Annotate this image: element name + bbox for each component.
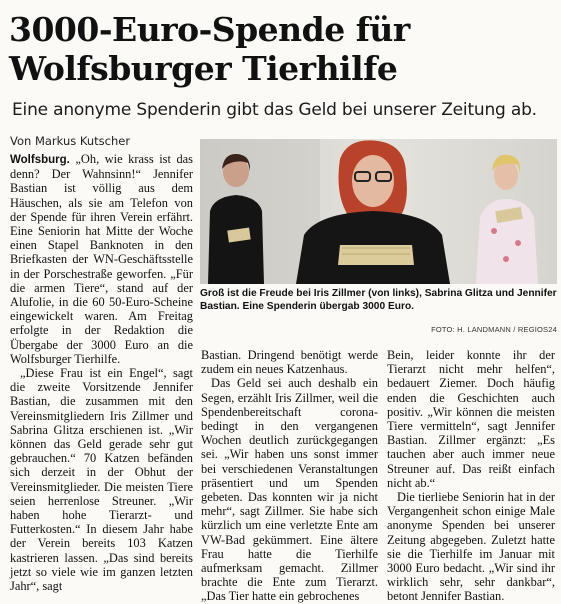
photo-credit: FOTO: H. LANDMANN / REGIOS24 [431,325,557,334]
paragraph: Das Geld sei auch deshalb ein Segen, erzählt Iris Zillmer, weil die Spendenbereitschaft corona-bedingt in den vergangenen Wochen deutlich zurückgegangen sei. „Wir haben uns sonst immer bei verschiedenen Veranstaltungen präsentiert und um Spenden gebeten. Das konnten wir ja nicht mehr“, sagt Zillmer. Sie habe sich kürzlich um eine verletzte Ente am VW-Bad gekümmert. Eine ältere Frau hatte die Tierhilfe aufmerksam gemacht. Zillmer brachte die Ente zum Tierarzt. „Das Tier hatte ein gebrochenes [201,376,378,604]
byline: Von Markus Kutscher [10,134,131,148]
photo-caption: Groß ist die Freude bei Iris Zillmer (von links), Sabrina Glitza und Jennifer Bastian. Eine Spenderin übergab 3000 Euro. [200,288,557,312]
paragraph [10,152,193,366]
article-column-2 [201,348,378,604]
article-photo [200,139,557,284]
paragraph: „Diese Frau ist ein Engel“, sagt die zweite Vorsitzende Jennifer Bastian, die zusammen mit den Vereinsmitgliedern Iris Zillmer und Sabrina Glitza erschienen ist. „Wir können das Geld gerade sehr gut gebrauchen.“ 70 Katzen befänden sich derzeit in der Obhut der Vereinsmitglieder. Die meisten Tiere seien herrenlose Streuner. „Wir haben hohe Tierarzt- und Futterkosten.“ In diesem Jahr habe der Verein bereits 103 Katzen kastrieren lassen. „Das sind bereits jetzt so viele wie im ganzen letzten Jahr“, sagt [10,366,193,594]
article-column-3 [387,348,555,604]
article-headline: 3000-Euro-Spende für Wolfsburger Tierhilfe [9,10,410,88]
paragraph: Bastian. Dringend benötigt werde zudem ein neues Katzenhaus. [201,348,378,377]
dateline: Wolfsburg. [10,154,70,166]
photo-illustration [200,139,557,284]
article-column-1 [10,152,193,593]
paragraph: Die tierliebe Seniorin hat in der Vergangenheit schon einige Male anonyme Spenden bei unserer Zeitung abgegeben. Zuletzt hatte sie die Tierhilfe im Januar mit 3000 Euro bedacht. „Wir sind ihr wirklich sehr, sehr dankbar“, betont Jennifer Bastian. [387,490,555,604]
paragraph: Bein, leider konnte ihr der Tierarzt nicht mehr helfen“, bedauert Ziemer. Doch häufig enden die Geschichten auch positiv. „Wir können die meisten Tiere vermitteln“, sagt Jennifer Bastian. Zillmer ergänzt: „Es tauchen aber auch immer neue Streuner auf. Das reißt einfach nicht ab.“ [387,348,555,490]
article-subheadline: Eine anonyme Spenderin gibt das Geld bei unserer Zeitung ab. [12,100,537,120]
paragraph-text: „Oh, wie krass ist das denn? Der Wahnsinn!“ Jennifer Bastian ist völlig aus dem Häuschen, als sie am Telefon von der Spende für ihren Verein erfährt. Eine Seniorin hat Mitte der Woche einen Stapel Banknoten in den Briefkasten der WN-Geschäftsstelle in der Porschestraße geworfen. „Für die armen Tiere“, stand auf der Alufolie, in die 60 50-Euro-Scheine eingewickelt waren. Am Freitag erfolgte in der Redaktion die Übergabe der 3000 Euro an die Wolfsburger Tierhilfe. [10,152,193,366]
